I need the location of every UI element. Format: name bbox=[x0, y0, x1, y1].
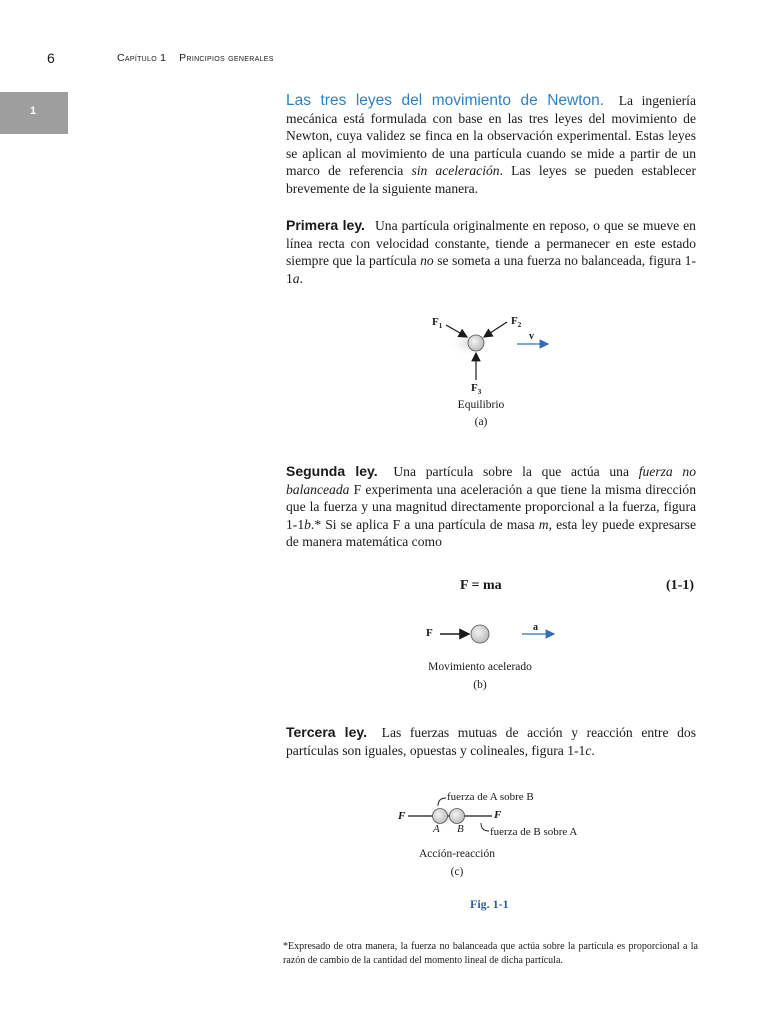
label-a: A bbox=[433, 823, 440, 835]
label-f-left: F bbox=[398, 810, 406, 822]
second-law-heading: Segunda ley. bbox=[286, 463, 378, 479]
label-f2-main: F bbox=[511, 315, 518, 327]
caption-b: Movimiento acelerado bbox=[428, 661, 532, 673]
first-law-text-1: Una partícula originalmente en reposo, o que se mueve en línea recta con velocidad constante, tiende a permanecer en este estado siempre que la partícula bbox=[286, 218, 696, 268]
first-law-text-em: no bbox=[420, 253, 434, 268]
third-law-text-fig: c bbox=[585, 742, 592, 758]
label-f3-main: F bbox=[471, 382, 478, 394]
caption-c: Acción-reacción bbox=[419, 848, 495, 860]
particle-a bbox=[433, 809, 448, 824]
second-law-text-1: Una partícula sobre la que actúa una bbox=[393, 464, 639, 479]
label-v: v bbox=[529, 331, 534, 342]
particle-b bbox=[450, 809, 465, 824]
second-law-text-fig: b bbox=[304, 516, 311, 532]
chapter-title: Principios generales bbox=[179, 52, 274, 64]
third-law-text-2: . bbox=[591, 742, 595, 758]
label-force-a-on-b: fuerza de A sobre B bbox=[447, 791, 534, 803]
tag-a: (a) bbox=[474, 416, 488, 428]
second-law-text-2: F experimenta una aceleración a que tiene la misma dirección que la fuerza y una magnitud directamente proporcional a la fuerza, figura 1-1 bbox=[286, 481, 696, 532]
intro-text-2: . Las leyes se pueden establecer brevemente de la siguiente manera. bbox=[286, 163, 696, 196]
label-f2-sub: 2 bbox=[517, 321, 522, 330]
second-law-text-3: .* Si se aplica F a una partícula de masa bbox=[310, 516, 539, 532]
chapter-label: Capítulo 1 bbox=[117, 52, 167, 64]
leader-bottom bbox=[481, 823, 489, 831]
third-law-text-1: Las fuerzas mutuas de acción y reacción entre dos partículas son iguales, opuestas y colineales, figura 1-1 bbox=[286, 725, 696, 758]
label-f: F bbox=[426, 627, 433, 639]
equation: F = ma bbox=[460, 578, 502, 593]
second-law-text-4: , esta ley puede expresarse de manera matemática como bbox=[286, 516, 696, 549]
second-law-text-m: m bbox=[538, 516, 549, 532]
equation-number: (1-1) bbox=[666, 578, 694, 593]
label-f3-sub: 3 bbox=[477, 388, 482, 397]
page-number: 6 bbox=[47, 50, 55, 66]
leader-top bbox=[438, 798, 446, 806]
first-law-text-2: se someta a una fuerza no balanceada, figura 1-1 bbox=[286, 253, 697, 286]
label-f1-main: F bbox=[432, 316, 439, 328]
label-force-b-on-a: fuerza de B sobre A bbox=[490, 826, 578, 838]
label-f1-sub: 1 bbox=[438, 322, 443, 331]
third-law-heading: Tercera ley. bbox=[286, 724, 367, 740]
tag-b: (b) bbox=[473, 679, 487, 691]
intro-text-em: sin aceleración bbox=[411, 163, 500, 178]
chapter-tab: 1 bbox=[0, 92, 68, 134]
intro-text-1: La ingeniería mecánica está formulada con base en las tres leyes del movimiento de Newton, cuya validez se finca en la observación experimental. Estas leyes se aplican al movimiento de una partícula cuando se mide a partir de un marco de referencia bbox=[286, 93, 696, 178]
tag-c: (c) bbox=[450, 866, 464, 878]
label-b: B bbox=[457, 823, 464, 835]
footnote: *Expresado de otra manera, la fuerza no balanceada que actúa sobre la partícula es proporcional a la razón de cambio de la cantidad del momento lineal de dicha partícula. bbox=[283, 941, 698, 966]
label-f-right: F bbox=[494, 809, 502, 821]
second-law-text-em: fuerza no balanceada bbox=[286, 464, 697, 497]
label-a: a bbox=[533, 622, 538, 633]
first-law-text-3: . bbox=[299, 270, 303, 286]
caption-a: Equilibrio bbox=[457, 399, 505, 411]
figure-label: Fig. 1-1 bbox=[470, 897, 509, 911]
first-law-heading: Primera ley. bbox=[286, 217, 365, 233]
first-law-text-fig: a bbox=[292, 270, 300, 286]
intro-heading: Las tres leyes del movimiento de Newton. bbox=[286, 92, 605, 109]
